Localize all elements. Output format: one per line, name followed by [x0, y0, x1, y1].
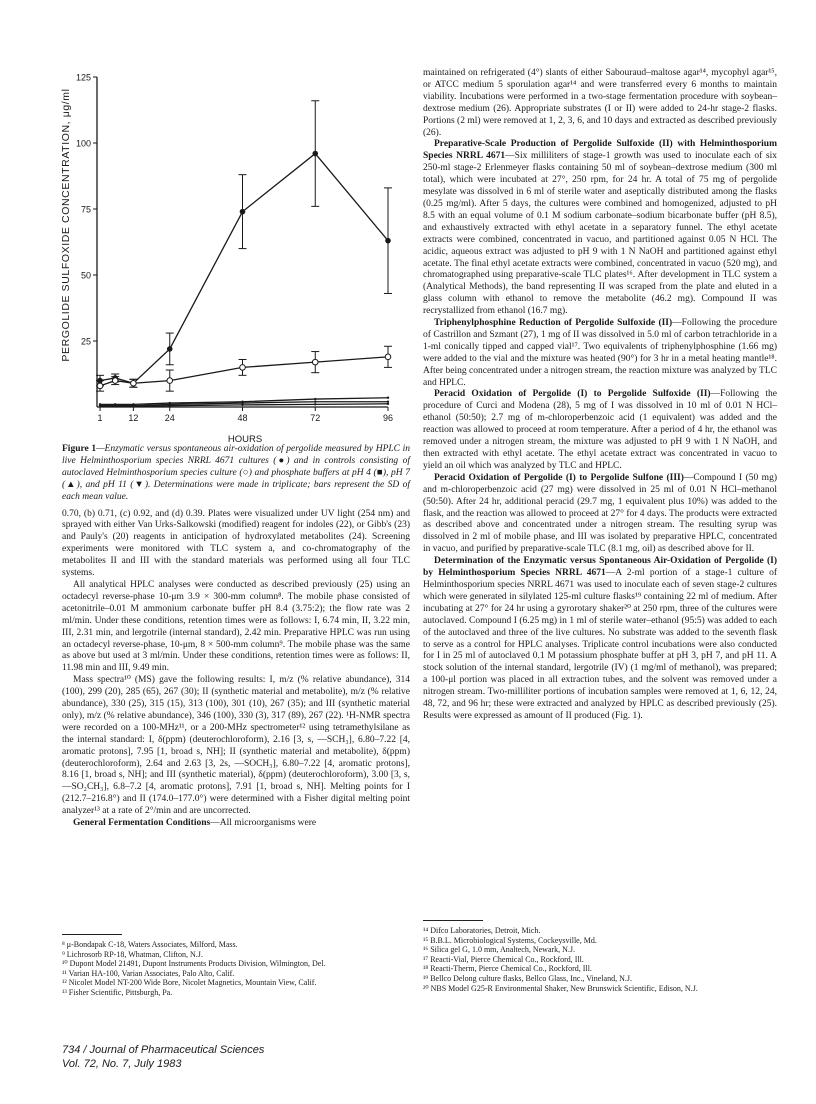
section-paragraph: Peracid Oxidation of Pergolide (I) to Pergolide Sulfoxide (II)—Following the procedure of Curci and Modena (28), 5 mg of I was dissolved in 10 ml of 0.01 N HCl–ethanol (50:50); 2.7 mg of m-chloroperbenzoic acid (1 equivalent) was added and the reaction was allowed to proceed at room temperature. After a period of 4 hr, the ethanol was removed under a nitrogen stream, the mixture was adjusted to pH 9 with 1 N NaOH, and then extracted with ethyl acetate. The ethyl acetate extract was concentrated in vacuo to yield an oil which was analyzed by TLC and HPLC.	[423, 389, 778, 471]
footnote: ¹⁶ Silica gel G, 1.0 mm, Analtech, Newark, N.J.	[423, 945, 576, 955]
y-tick-label: 100	[75, 138, 91, 149]
y-tick-label: 25	[80, 336, 91, 347]
footnote: ²⁰ NBS Model G25-R Environmental Shaker, New Brunswick Scientific, Edison, N.J.	[423, 983, 698, 993]
x-tick-label: 12	[128, 413, 139, 423]
page-footer	[62, 1043, 264, 1071]
footnote: ¹⁸ Reacti-Therm, Pierce Chemical Co., Rockford, Ill.	[423, 964, 592, 974]
body-paragraph: 0.70, (b) 0.71, (c) 0.92, and (d) 0.39. Plates were visualized under UV light (254 nm) and sprayed with either Van Urks-Salkowski (modified) reagent for indoles (22), or Gibb's (23) and Pauly's (20) reagents in anticipation of hydroxylated metabolites (24). Screening experiments were monitored with TLC system a, and co-chromatography of the metabolites II and III with the standard materials was performed using all four TLC systems.	[62, 508, 410, 579]
left-column	[62, 68, 410, 830]
footnote: ⁹ Lichrosorb RP-18, Whatman, Clifton, N.J.	[62, 949, 203, 959]
footnote: ¹⁴ Difco Laboratories, Detroit, Mich.	[423, 926, 541, 935]
y-tick-label: 125	[75, 72, 91, 83]
section-paragraph: General Fermentation Conditions—All microorganisms were	[73, 818, 317, 829]
y-tick-label: 50	[80, 270, 91, 281]
y-tick-label: 75	[80, 204, 91, 215]
section-paragraph: Determination of the Enzymatic versus Spontaneous Air-Oxidation of Pergolide (I) by Helminthosporium Species NRRL 4671—A 2-ml portion of a stage-1 culture of Helminthosporium species NRRL 4671 was used to inoculate each of seven stage-2 cultures which were generated in silylated 125-ml culture flasks¹⁹ containing 22 ml of medium. After incubating at 27° for 24 hr using a gyrorotary shaker²⁰ at 250 rpm, three of the cultures were autoclaved. Compound I (6.25 mg) in 1 ml of sterile water–ethanol (95:5) was added to each of the autoclaved and three of the live cultures. No substrate was added to the seventh flask to serve as a control for HPLC analyses. Triplicate control incubations were also conducted for I in 25 ml of autoclaved 0.1 M potassium phosphate buffer at pH 3, pH 7, and pH 11. A stock solution of the internal standard, lergotrile (IV) (1 mg/ml of methanol), was prepared; a 100-μl portion was placed in all extraction tubes, and the solvent was removed under a nitrogen stream. Two-milliliter portions of incubation samples were removed at 1, 6, 12, 24, 48, 72, and 96 hr; these were extracted and analyzed by HPLC as described previously (25). Results were expressed as amount of II produced (Fig. 1).	[423, 556, 778, 721]
left-footnotes	[62, 940, 410, 998]
footnote: ⁸ μ-Bondapak C-18, Waters Associates, Milford, Mass.	[62, 940, 238, 949]
body-paragraph: All analytical HPLC analyses were conducted as described previously (25) using an octadecyl reverse-phase 10-μm 3.9 × 300-mm column⁸. The mobile phase consisted of acetonitrile–0.01 M ammonium carbonate buffer pH 8.4 (3.75:2); the flow rate was 2 ml/min. Under these conditions, retention times were as follows: I, 6.74 min, II, 3.22 min, III, 2.31 min, and lergotrile (internal standard), 2.42 min. Preparative HPLC was run using an octadecyl reverse-phase, 10-μm, 8 × 500-mm column⁹. The mobile phase was the same as above but used at 3 ml/min. Under these conditions, retention times were as follows: II, 11.98 min and III, 9.49 min.	[62, 579, 410, 674]
footnote: ¹⁰ Dupont Model 21491, Dupont Instruments Products Division, Wilmington, Del.	[62, 959, 326, 969]
section-paragraph: Triphenylphosphine Reduction of Pergolide Sulfoxide (II)—Following the procedure of Castrillon and Szmant (27), 1 mg of II was dissolved in 5.0 ml of carbon tetrachloride in a 1-ml conically tipped and capped vial¹⁷. Two equivalents of triphenylphosphine (1.66 mg) were added to the vial and the mixture was heated (90°) for 3 hr in a metal heating mantle¹⁸. After being concentrated under a nitrogen stream, the reaction mixture was analyzed by TLC and HPLC.	[423, 318, 777, 388]
body-paragraph: Mass spectra¹⁰ (MS) gave the following results: I, m/z (% relative abundance), 314 (100), 299 (20), 285 (65), 267 (30); II (synthetic material and metabolite), m/z (% relative abundance), 330 (25), 315 (15), 313 (100), 301 (10), 267 (35); and III (synthetic material only), m/z (% relative abundance), 346 (100), 330 (3), 317 (89), 267 (22). ¹H-NMR spectra were recorded on a 100-MHz¹¹, or a 200-MHz spectrometer¹² using tetramethylsilane as the internal standard: I, δ(ppm) (deuterochloroform), 2.16 [3, s, —SCH₃], 6.80–7.22 [4, aromatic protons], 7.95 [1, broad s, NH]; II (synthetic material and metabolite), δ(ppm) (deuterochloroform), 2.64 and 2.63 [3, 2s, —SOCH₃], 6.80–7.22 [4, aromatic protons], 8.16 [1, broad s, NH]; and III (synthetic material), δ(ppm) (deuterochloroform), 3.00 [3, s, —SO₂CH₃], 6.8–7.2 [4, aromatic protons], 7.91 [1, broad s, NH]. Melting points for I (212.7–216.8°) and II (174.0–177.0°) were determined with a Fisher digital melting point analyzer¹³ at a rate of 2°/min and are uncorrected.	[62, 675, 410, 817]
x-tick-label: 96	[382, 413, 394, 423]
figure-caption: Figure 1—Enzymatic versus spontaneous air-oxidation of pergolide measured by HPLC in live Helminthosporium species NRRL 4671 cultures (●) and in controls consisting of autoclaved Helminthosporium species culture (○) and phosphate buffers at pH 4 (■), pH 7 (▲), and pH 11 (▼). Determinations were made in triplicate; bars represent the SD of each mean value.	[62, 444, 410, 502]
footnote: ¹¹ Varian HA-100, Varian Associates, Palo Alto, Calif.	[62, 968, 235, 978]
footnote: ¹⁹ Bellco Delong culture flasks, Bellco Glass, Inc., Vineland, N.J.	[423, 973, 632, 983]
y-axis-label: PERGOLIDE SULFOXIDE CONCENTRATION, μg/ml	[60, 88, 72, 362]
volume-issue: Vol. 72, No. 7, July 1983	[62, 1058, 182, 1070]
footnote: ¹³ Fisher Scientific, Pittsburgh, Pa.	[62, 987, 173, 997]
section-paragraph: Preparative-Scale Production of Pergolide Sulfoxide (II) with Helminthosporium Species NRRL 4671—Six milliliters of stage-1 growth was used to inoculate each of six 250-ml stage-2 Erlenmeyer flasks containing 50 ml of soybean–dextrose medium (300 ml total), which were incubated at 27°, 250 rpm, for 24 hr. A total of 75 mg of pergolide mesylate was dissolved in 6 ml of sterile water and aseptically distributed among the flasks (0.25 mg/ml). After 5 days, the cultures were combined and homogenized, adjusted to pH 8.5 with an equal volume of 0.1 M sodium carbonate–sodium bicarbonate buffer (pH 8.5), and exhaustively extracted with ethyl acetate in a separatory funnel. The ethyl acetate extracts were combined, concentrated in vacuo, and partitioned against 0.05 N HCl. The acidic, aqueous extract was adjusted to pH 9 with 1 N NaOH and partitioned against ethyl acetate. The final ethyl acetate extracts were combined, concentrated in vacuo (520 mg), and chromatographed using preparative-scale TLC plates¹⁶. After development in TLC system a (Analytical Methods), the band representing II was scraped from the plate and eluted in a glass column with ethanol to remove the metabolite (46.2 mg). Compound II was recrystallized from ethanol (16.7 mg).	[423, 139, 778, 317]
x-tick-label: 48	[237, 413, 248, 423]
x-tick-label: 72	[310, 413, 321, 423]
right-column	[423, 68, 777, 723]
x-tick-label: 1	[97, 413, 103, 423]
body-paragraph: maintained on refrigerated (4°) slants of either Sabouraud–maltose agar¹⁴, mycophyl agar¹⁵, or ATCC medium 5 sporulation agar¹⁴ and were transferred every 6 months to maintain viability. Incubations were performed in a two-stage fermentation procedure with soybean–dextrose medium (26). Appropriate substrates (I or II) were added to 24-hr stage-2 flasks. Portions (2 ml) were removed at 1, 2, 3, 6, and 10 days and extracted as described previously (26).	[423, 68, 777, 138]
journal-citation: 734 / Journal of Pharmaceutical Sciences	[62, 1044, 265, 1056]
x-axis-label: HOURS	[227, 434, 263, 445]
x-tick-label: 24	[164, 413, 175, 423]
footnote: ¹² Nicolet Model NT-200 Wide Bore, Nicolet Magnetics, Mountain View, Calif.	[62, 978, 317, 988]
section-paragraph: Peracid Oxidation of Pergolide (I) to Pergolide Sulfone (III)—Compound I (50 mg) and m-chloroperbenzoic acid (27 mg) were dissolved in 25 ml of 0.01 N HCl–methanol (50:50). After 24 hr, additional peracid (29.7 mg, 1 equivalent plus 10%) was added to the flask, and the reaction was allowed to proceed at 27° for 4 days. The products were extracted as described above and concentrated under a nitrogen stream. The resulting syrup was dissolved in 2 ml of mobile phase, and III was isolated by preparative HPLC, concentrated in vacuo, and purified by preparative-scale TLC (8.1 mg, oil) as described above for II.	[423, 472, 777, 555]
footnote: ¹⁵ B.B.L. Microbiological Systems, Cockeysville, Md.	[423, 935, 597, 945]
footnote: ¹⁷ Reacti-Vial, Pierce Chemical Co., Rockford, Ill.	[423, 954, 584, 964]
right-footnotes	[423, 926, 777, 993]
